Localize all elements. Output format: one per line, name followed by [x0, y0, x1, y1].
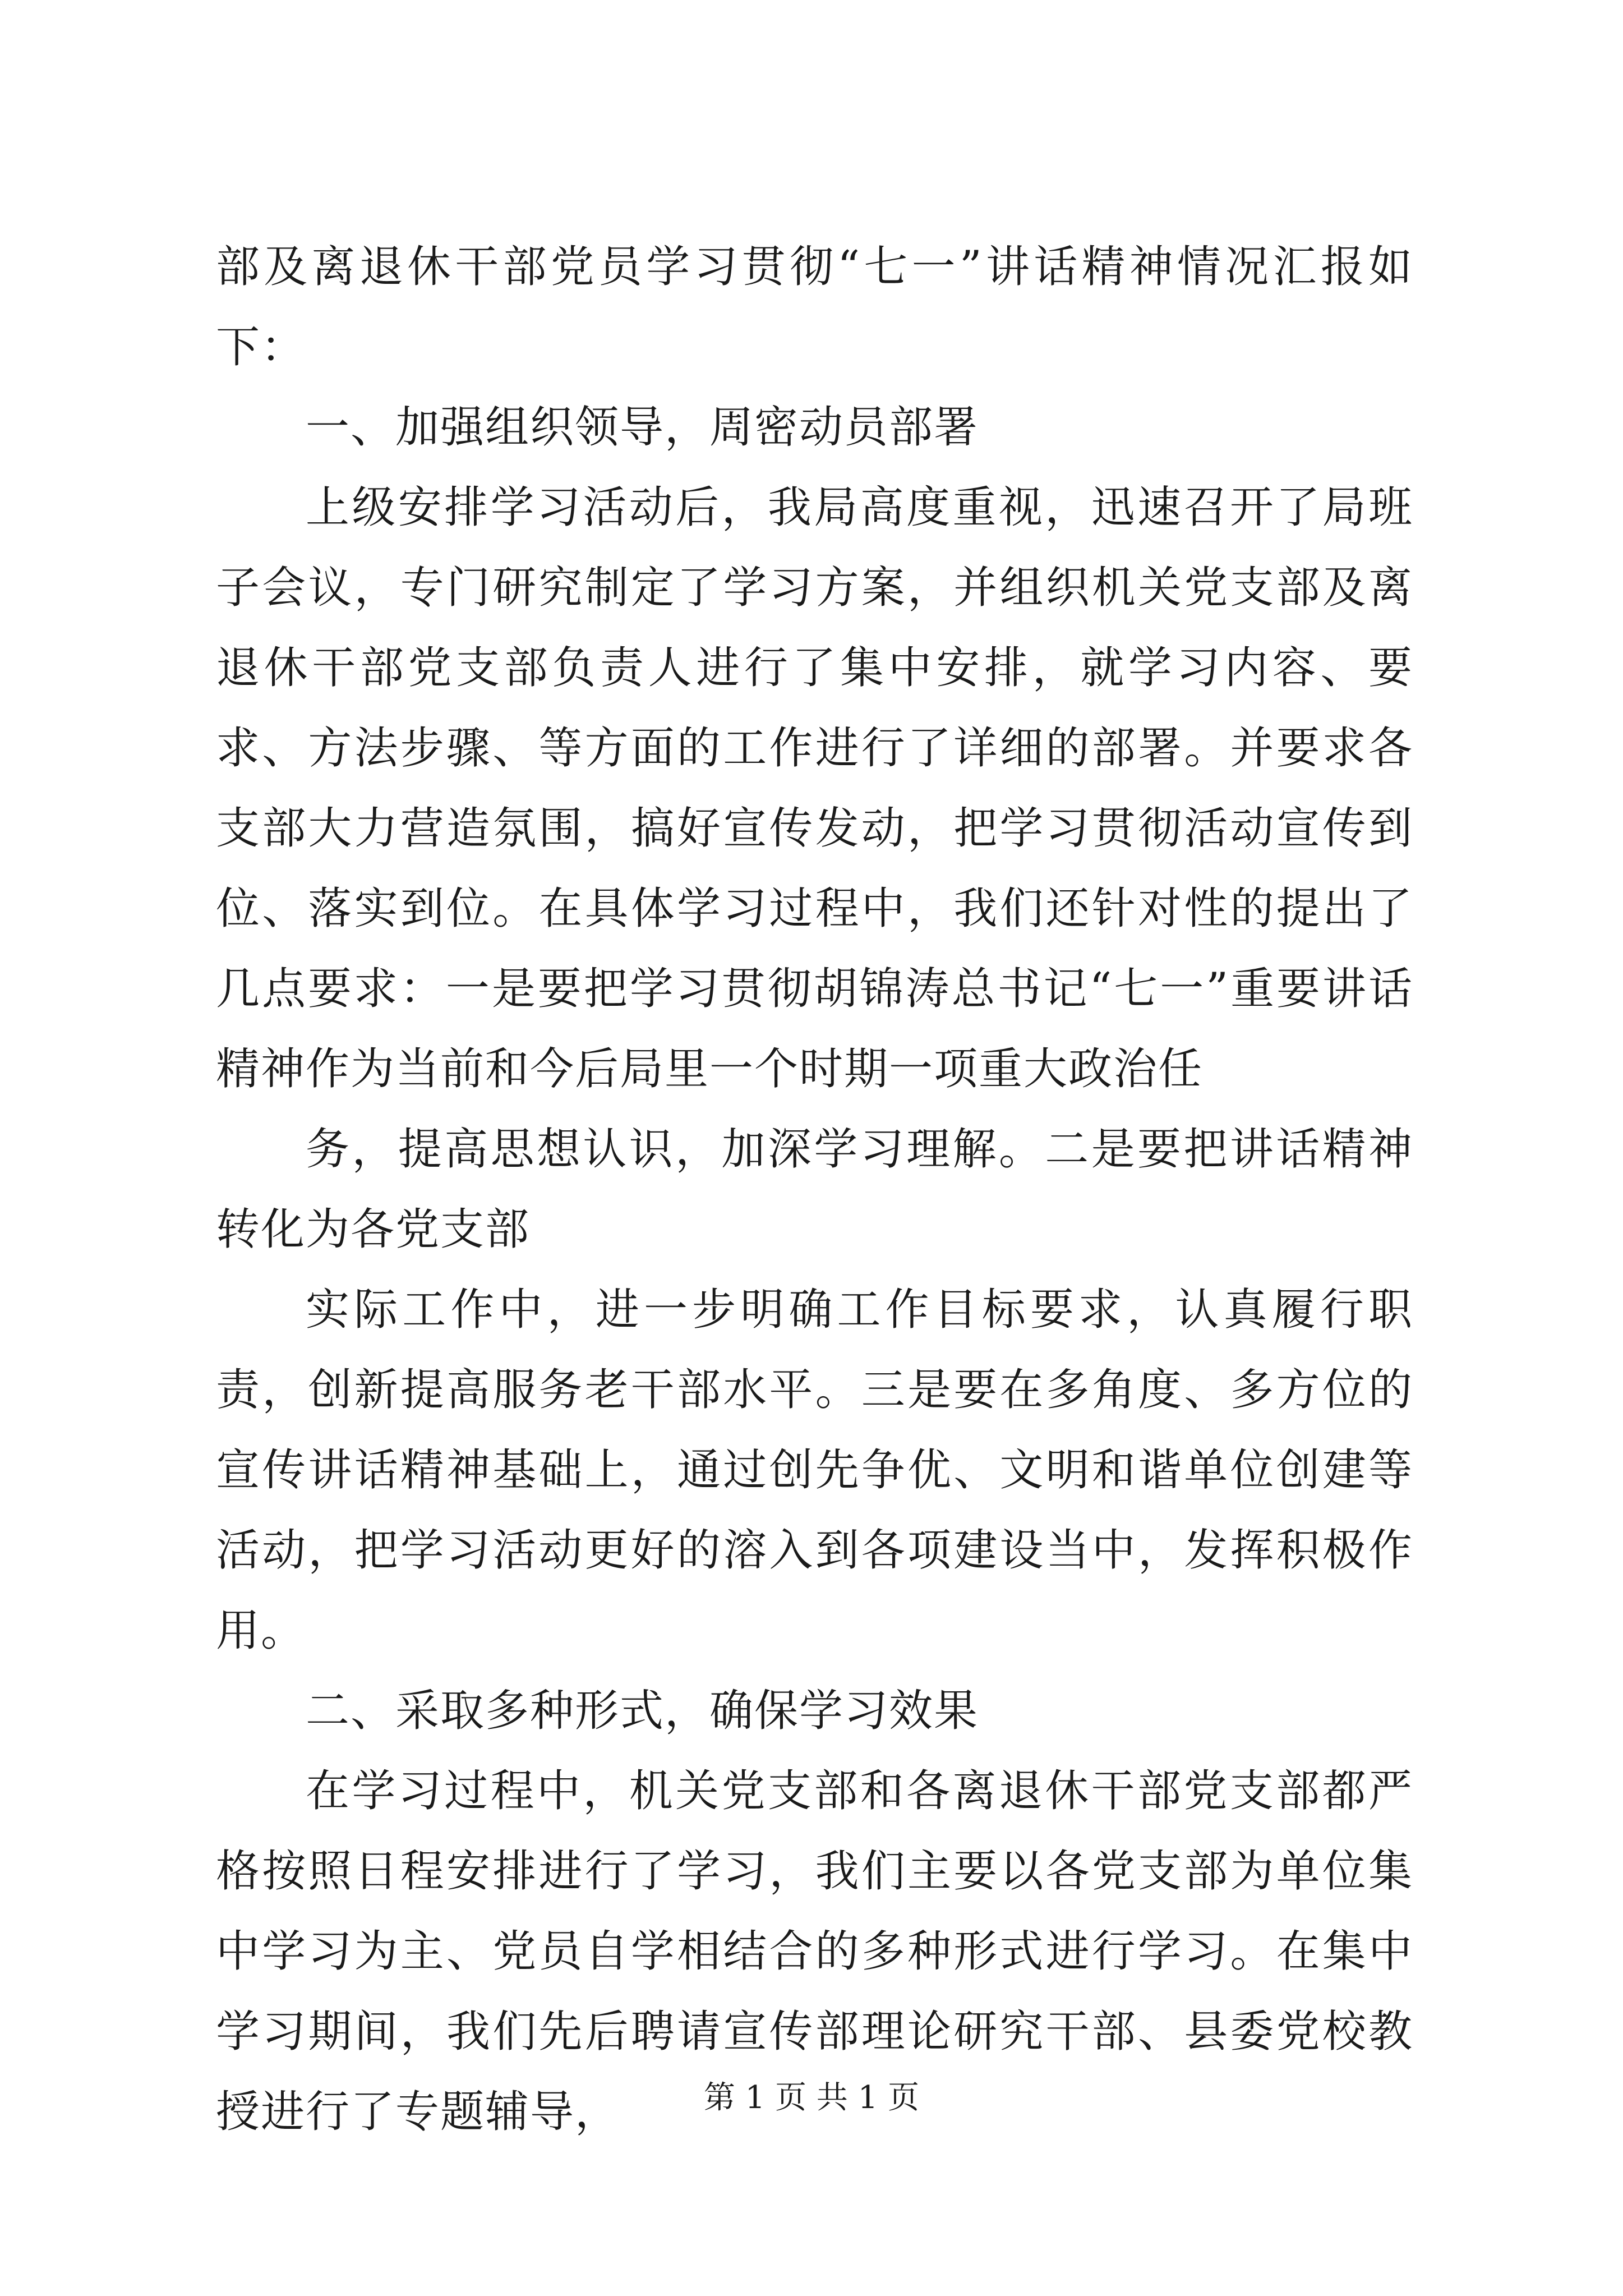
paragraph-section-1-body: 上级安排学习活动后，我局高度重视，迅速召开了局班子会议，专门研究制定了学习方案，并组织机关党支部及离退休干部党支部负责人进行了集中安排，就学习内容、要求、方法步骤、等方面的工作进行了详细的部署。并要求各支部大力营造氛围，搞好宣传发动，把学习贯彻活动宣传到位、落实到位。在具体学习过程中，我们还针对性的提出了几点要求：一是要把学习贯彻胡锦涛总书记“七一”重要讲话精神作为当前和今后局里一个时期一项重大政治任: [216, 482, 1413, 1094]
paragraph-intro-continuation: 部及离退休干部党员学习贯彻“七一”讲话精神情况汇报如下：: [216, 242, 1413, 372]
paragraph-section-1-practice: 实际工作中，进一步明确工作目标要求，认真履行职责，创新提高服务老干部水平。三是要在多角度、多方位的宣传讲话精神基础上，通过创先争优、文明和谐单位创建等活动，把学习活动更好的溶入到各项建设当中，发挥积极作用。: [216, 1285, 1413, 1656]
page-number-footer: 第 1 页 共 1 页: [703, 2079, 920, 2116]
document-body: [216, 227, 1413, 2152]
section-heading-2: 二、采取多种形式，确保学习效果: [306, 1686, 979, 1736]
paragraph-section-2-body: 在学习过程中，机关党支部和各离退休干部党支部都严格按照日程安排进行了学习，我们主要以各党支部为单位集中学习为主、党员自学相结合的多种形式进行学习。在集中学习期间，我们先后聘请宣传部理论研究干部、县委党校教授进行了专题辅导，: [216, 1766, 1413, 2137]
paragraph-section-1-continued: 务，提高思想认识，加深学习理解。二是要把讲话精神转化为各党支部: [216, 1124, 1413, 1255]
section-heading-1: 一、加强组织领导，周密动员部署: [306, 402, 979, 453]
